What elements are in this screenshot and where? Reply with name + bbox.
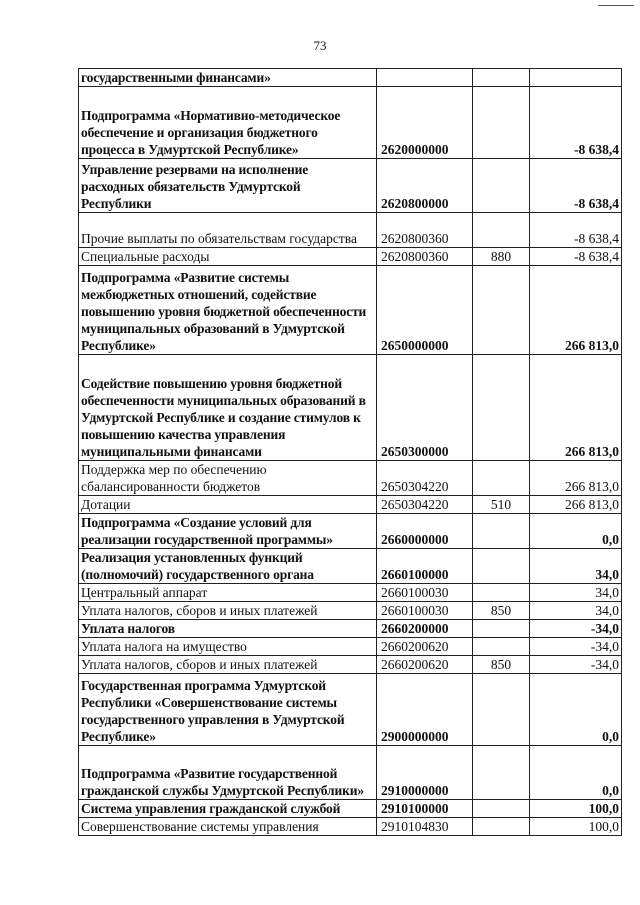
row-code: 2910000000 [377,746,473,800]
row-amount: 266 813,0 [530,461,622,496]
row-expense-type [473,674,530,746]
row-code: 2900000000 [377,674,473,746]
row-name: Совершенствование системы управления [79,818,377,836]
row-name: Поддержка мер по обеспечению сбалансированности бюджетов [79,461,377,496]
table-row [79,656,622,674]
row-expense-type: 850 [473,656,530,674]
row-expense-type: 850 [473,602,530,620]
row-name: Подпрограмма «Создание условий для реализации государственной программы» [79,514,377,549]
row-amount [530,69,622,87]
row-amount: 100,0 [530,800,622,818]
row-expense-type [473,620,530,638]
row-expense-type [473,584,530,602]
row-expense-type [473,514,530,549]
row-name: государственными финансами» [79,69,377,87]
row-expense-type [473,213,530,248]
table-row [79,800,622,818]
table-row [79,549,622,584]
row-code: 2620800360 [377,248,473,266]
row-expense-type [473,87,530,159]
row-name: Уплата налога на имущество [79,638,377,656]
row-code: 2660000000 [377,514,473,549]
row-expense-type [473,266,530,355]
row-code: 2660200620 [377,638,473,656]
row-expense-type [473,818,530,836]
row-code: 2660100030 [377,602,473,620]
row-expense-type [473,461,530,496]
table-row [79,355,622,461]
table-row [79,461,622,496]
row-code: 2650300000 [377,355,473,461]
row-name: Реализация установленных функций (полномочий) государственного органа [79,549,377,584]
row-amount: -8 638,4 [530,213,622,248]
row-code: 2660200000 [377,620,473,638]
row-name: Уплата налогов [79,620,377,638]
budget-table [78,68,622,836]
table-row [79,620,622,638]
table-row [79,87,622,159]
row-name: Центральный аппарат [79,584,377,602]
table-row [79,638,622,656]
table-row [79,746,622,800]
row-code: 2660100000 [377,549,473,584]
row-amount: 266 813,0 [530,355,622,461]
row-amount: 266 813,0 [530,496,622,514]
row-code: 2620800000 [377,159,473,213]
row-code: 2620000000 [377,87,473,159]
row-code [377,69,473,87]
row-expense-type [473,355,530,461]
table-row [79,674,622,746]
table-row [79,266,622,355]
row-expense-type [473,549,530,584]
row-code: 2660200620 [377,656,473,674]
row-name: Подпрограмма «Развитие государственной гражданской службы Удмуртской Республики» [79,746,377,800]
row-name: Содействие повышению уровня бюджетной обеспеченности муниципальных образований в Удмуртской Республике и создание стимулов к повышению качества управления муниципальными финансами [79,355,377,461]
table-row [79,248,622,266]
row-name: Уплата налогов, сборов и иных платежей [79,656,377,674]
row-amount: -8 638,4 [530,87,622,159]
row-name: Уплата налогов, сборов и иных платежей [79,602,377,620]
table-row [79,496,622,514]
row-expense-type [473,746,530,800]
row-amount: 0,0 [530,746,622,800]
row-amount: 34,0 [530,584,622,602]
row-amount: 34,0 [530,602,622,620]
row-name: Подпрограмма «Нормативно-методическое обеспечение и организация бюджетного процесса в Удмуртской Республике» [79,87,377,159]
row-code: 2910104830 [377,818,473,836]
row-code: 2650304220 [377,461,473,496]
table-row [79,213,622,248]
row-name: Дотации [79,496,377,514]
row-amount: -8 638,4 [530,159,622,213]
row-amount: -8 638,4 [530,248,622,266]
row-amount: 0,0 [530,514,622,549]
row-expense-type: 510 [473,496,530,514]
row-amount: 34,0 [530,549,622,584]
table-row [79,159,622,213]
row-name: Управление резервами на исполнение расходных обязательств Удмуртской Республики [79,159,377,213]
row-expense-type [473,638,530,656]
row-amount: 100,0 [530,818,622,836]
table-row [79,818,622,836]
row-amount: 0,0 [530,674,622,746]
row-amount: -34,0 [530,656,622,674]
row-expense-type [473,69,530,87]
table-row [79,514,622,549]
row-code: 2650304220 [377,496,473,514]
row-name: Система управления гражданской службой [79,800,377,818]
row-expense-type [473,800,530,818]
row-name: Специальные расходы [79,248,377,266]
row-expense-type [473,159,530,213]
row-name: Государственная программа Удмуртской Республики «Совершенствование системы государственного управления в Удмуртской Республике» [79,674,377,746]
row-name: Прочие выплаты по обязательствам государства [79,213,377,248]
page-number: 73 [313,38,327,53]
row-name: Подпрограмма «Развитие системы межбюджетных отношений, содействие повышению уровня бюджетной обеспеченности муниципальных образований в Удмуртской Республике» [79,266,377,355]
row-code: 2650000000 [377,266,473,355]
corner-scan-mark [598,5,634,6]
table-row [79,69,622,87]
row-amount: -34,0 [530,620,622,638]
row-code: 2620800360 [377,213,473,248]
row-expense-type: 880 [473,248,530,266]
row-code: 2910100000 [377,800,473,818]
table-row [79,584,622,602]
row-amount: -34,0 [530,638,622,656]
row-amount: 266 813,0 [530,266,622,355]
row-code: 2660100030 [377,584,473,602]
table-row [79,602,622,620]
